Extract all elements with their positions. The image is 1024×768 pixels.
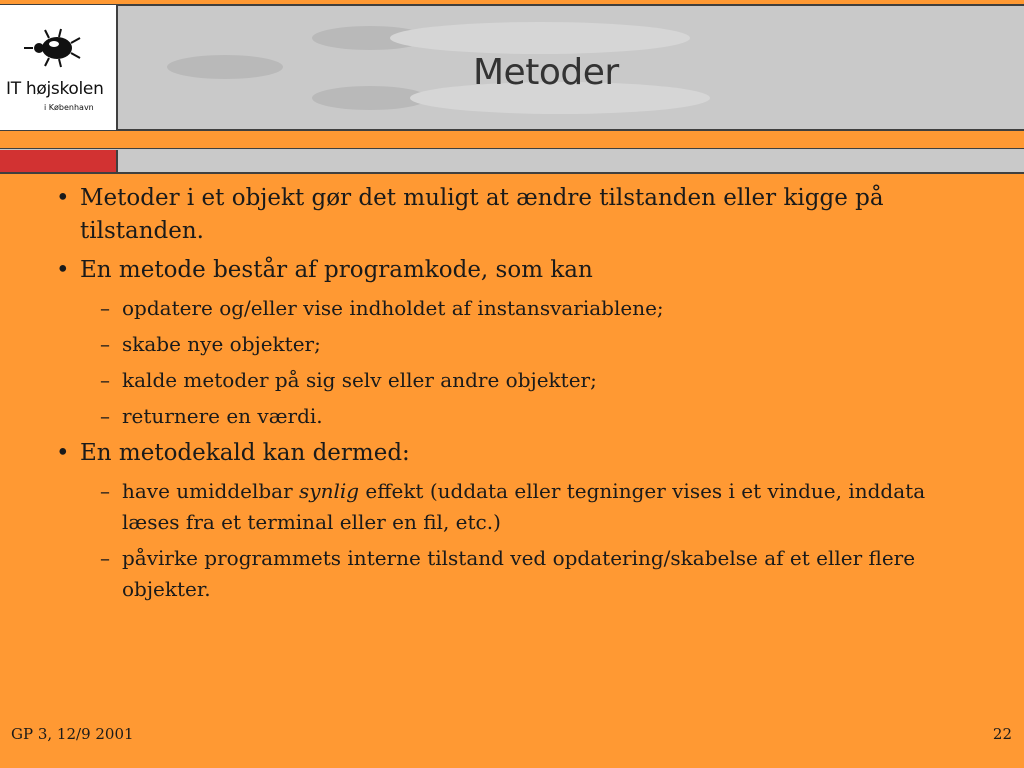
logo-name: IT højskolen [6, 79, 104, 99]
sub-bullet-item [56, 293, 976, 324]
slide-body [56, 182, 976, 610]
sub-bullet-item [56, 329, 976, 360]
sub-bullet-text: returnere en værdi. [122, 404, 323, 428]
sub-bullet-text-after: effekt (uddata eller tegninger vises i et vindue, inddata læses fra et terminal eller en fil, etc.) [122, 479, 926, 534]
sub-bullet-item [56, 476, 976, 538]
bullet-text: Metoder i et objekt gør det muligt at ændre tilstanden eller kigge på tilstanden. [80, 185, 884, 244]
bullet-marker: • [56, 257, 70, 283]
beetle-icon [23, 27, 83, 69]
sub-bullet-item [56, 365, 976, 396]
bullet-text: En metodekald kan dermed: [80, 440, 410, 466]
bullet-marker: • [56, 440, 70, 466]
orange-strip [0, 131, 1024, 149]
sub-bullet-text: påvirke programmets interne tilstand ved opdatering/skabelse af et eller flere objekter. [122, 546, 916, 601]
dash-marker: – [100, 296, 110, 320]
dash-marker: – [100, 368, 110, 392]
sub-bullet-text: skabe nye objekter; [122, 332, 321, 356]
bottom-rule [0, 172, 1024, 174]
logo [0, 5, 118, 130]
bullet-item [56, 437, 976, 470]
sub-bullet-item [56, 401, 976, 432]
emphasized-word: synlig [299, 479, 360, 503]
bullet-text: En metode består af programkode, som kan [80, 257, 593, 283]
slide-title: Metoder [473, 52, 619, 93]
dash-marker: – [100, 479, 110, 503]
logo-subtitle: i København [44, 103, 94, 112]
dash-marker: – [100, 546, 110, 570]
sub-bullet-text: opdatere og/eller vise indholdet af instansvariablene; [122, 296, 664, 320]
lower-band [0, 149, 1024, 173]
footer-date: GP 3, 12/9 2001 [11, 725, 134, 743]
bullet-item [56, 182, 976, 248]
bullet-marker: • [56, 185, 70, 211]
bullet-item [56, 254, 976, 287]
sub-bullet-item [56, 543, 976, 605]
top-rule [0, 4, 1024, 6]
slide-header [0, 0, 1024, 175]
sub-bullet-text-before: have umiddelbar [122, 479, 300, 503]
page-number: 22 [992, 725, 1012, 743]
sub-bullet-text: kalde metoder på sig selv eller andre objekter; [122, 368, 597, 392]
red-accent-box [0, 150, 118, 172]
dash-marker: – [100, 404, 110, 428]
dash-marker: – [100, 332, 110, 356]
